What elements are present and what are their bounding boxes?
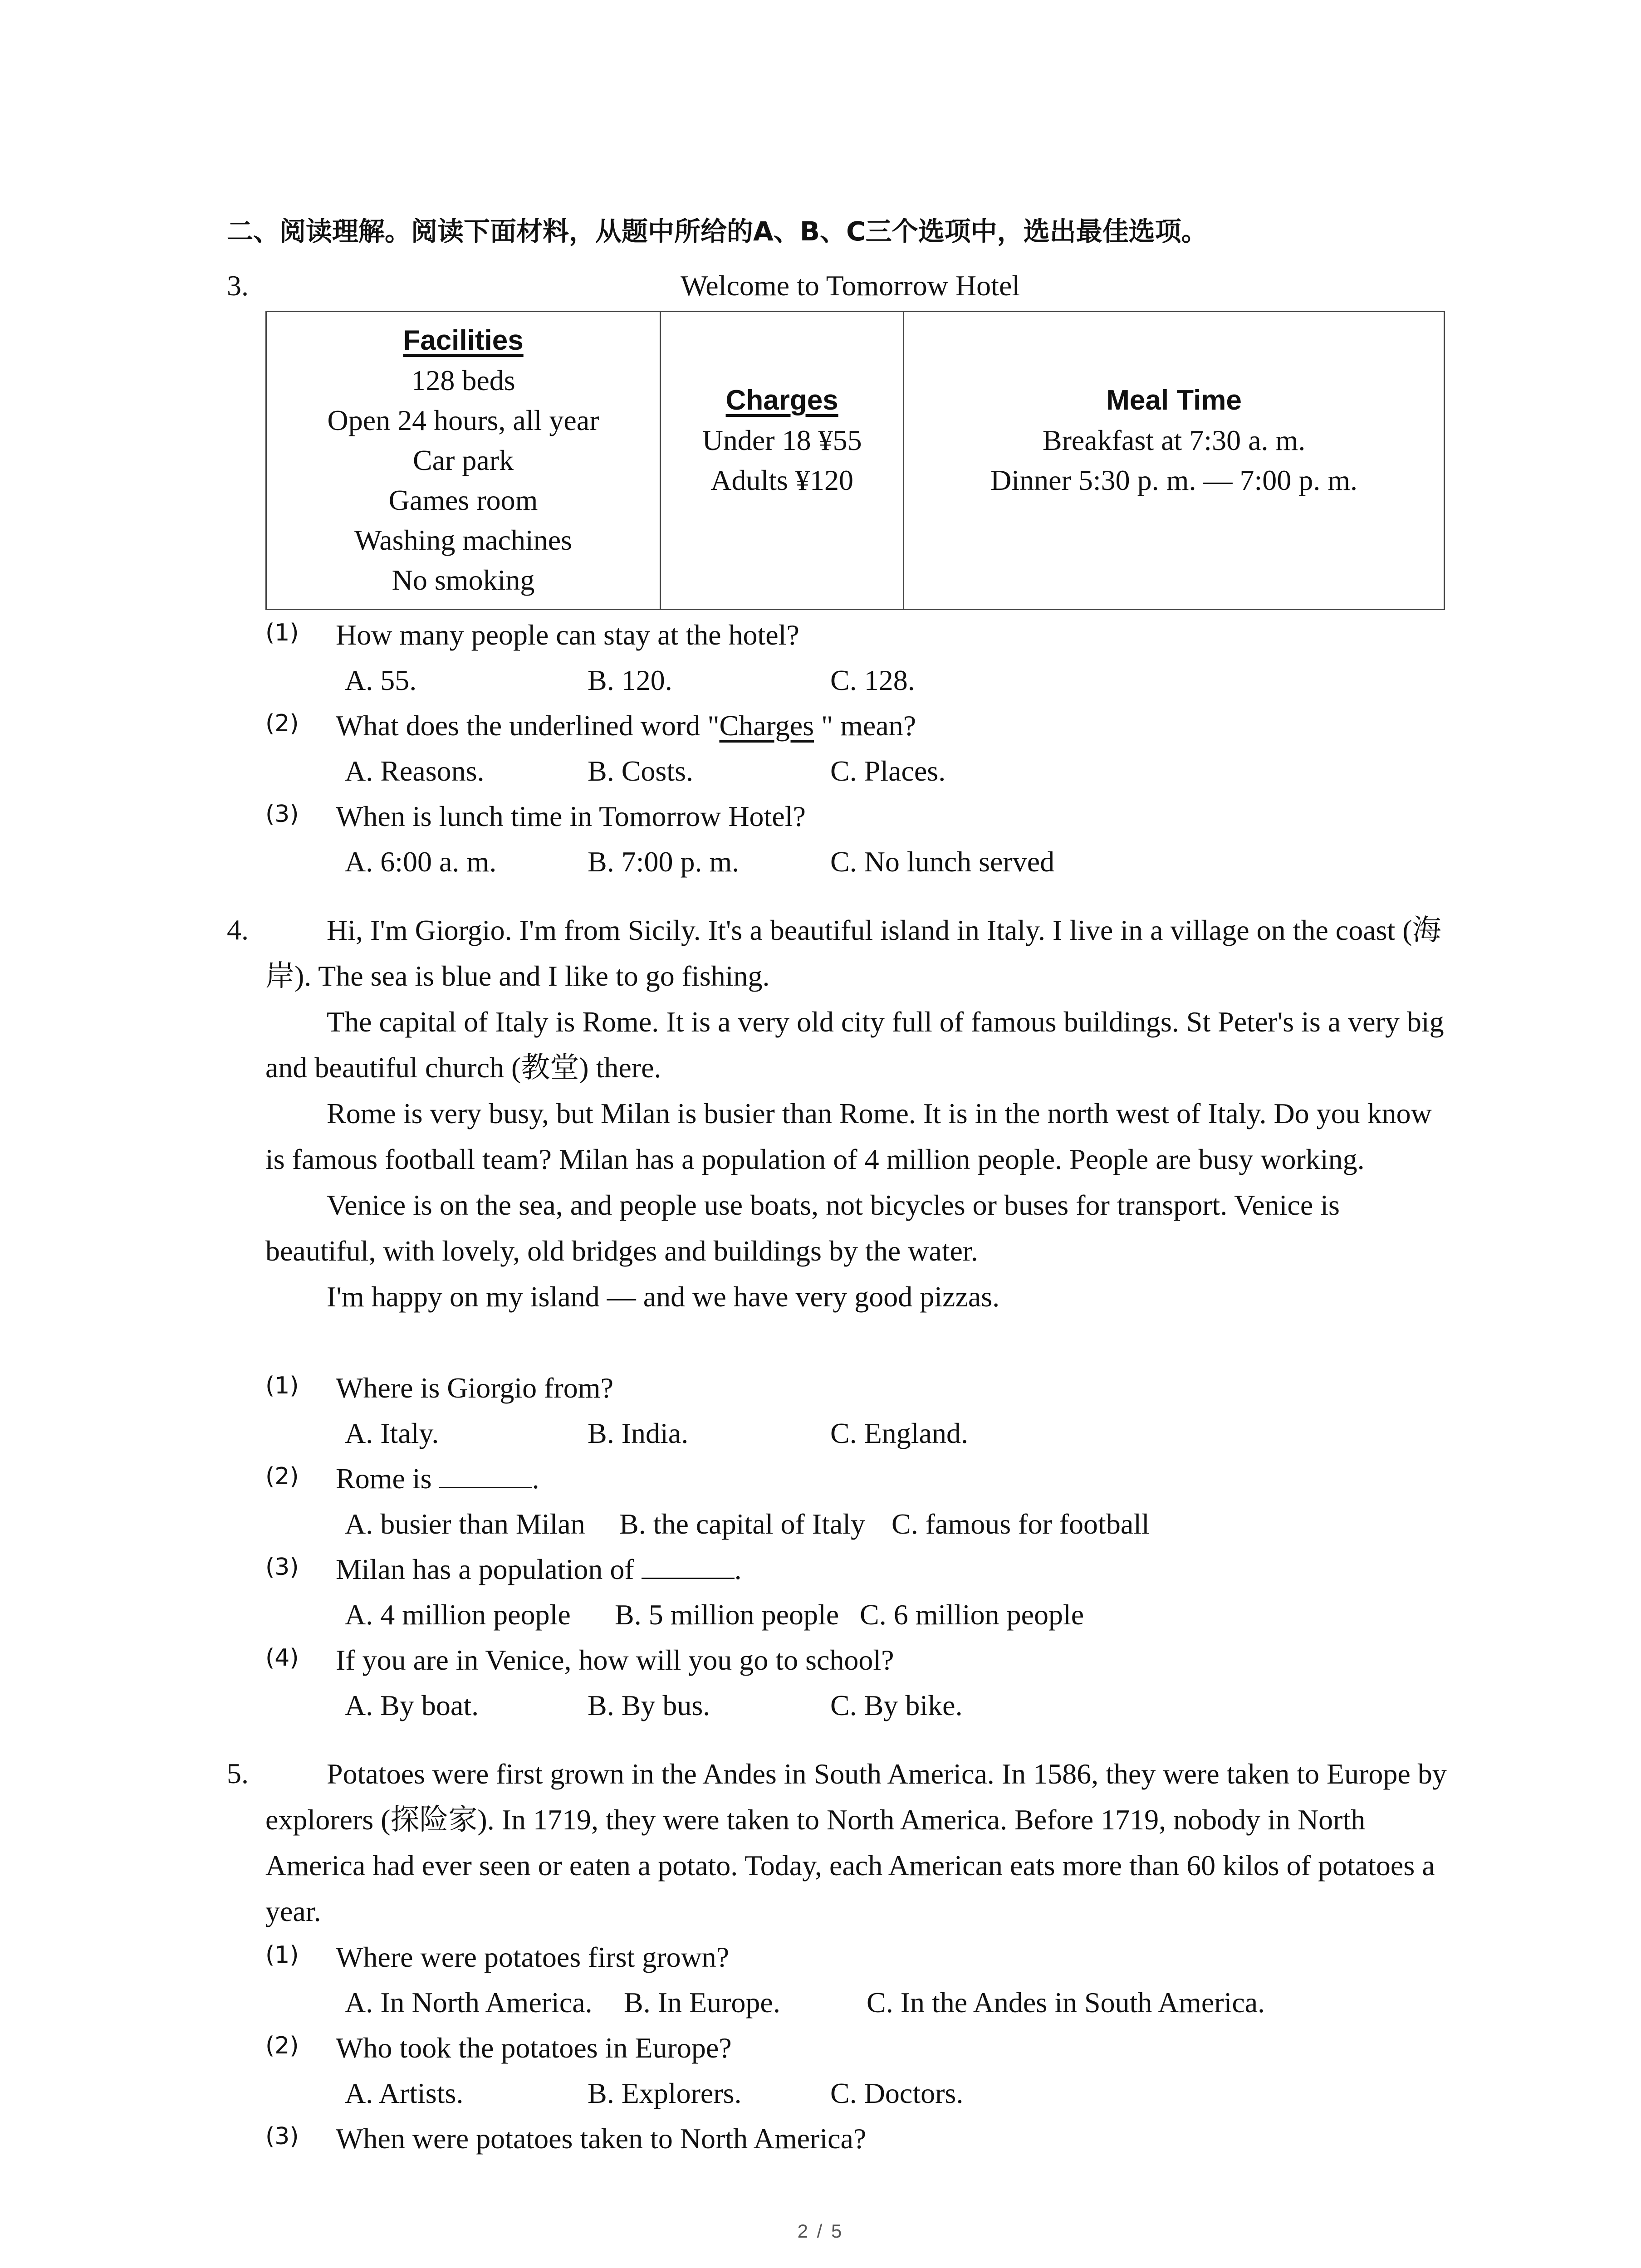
option[interactable]: B. 120.	[588, 664, 672, 696]
option[interactable]: A. Italy.	[345, 1417, 439, 1449]
facility-item: Open 24 hours, all year	[327, 404, 599, 436]
facility-item: Car park	[412, 444, 514, 476]
option[interactable]: C. England.	[830, 1417, 968, 1449]
page-number: 2 / 5	[797, 2220, 844, 2242]
facility-item: Washing machines	[354, 524, 573, 556]
option[interactable]: B. Explorers.	[588, 2077, 742, 2109]
option[interactable]: B. 7:00 p. m.	[588, 846, 740, 878]
q4-4-text: If you are in Venice, how will you go to school?	[336, 1644, 894, 1676]
q3-2-number: (2)	[265, 710, 299, 737]
option[interactable]: C. No lunch served	[830, 846, 1055, 878]
charges-heading: Charges	[725, 385, 838, 416]
charges-cell	[661, 312, 904, 610]
q5-3-text: When were potatoes taken to North America?	[336, 2122, 867, 2155]
q4-passage	[265, 907, 1454, 1320]
passage-paragraph: Venice is on the sea, and people use boats, not bicycles or buses for transport. Venice is beautiful, with lovely, old bridges and buildings by the water.	[265, 1189, 1340, 1267]
option[interactable]: C. By bike.	[830, 1689, 963, 1721]
facility-item: 128 beds	[411, 364, 515, 396]
q3-3-number: (3)	[265, 801, 299, 828]
q5-1-number: (1)	[265, 1941, 299, 1969]
q3-1-text: How many people can stay at the hotel?	[336, 619, 799, 651]
q5-3-number: (3)	[265, 2123, 299, 2150]
option[interactable]: C. famous for football	[892, 1508, 1150, 1540]
q5-1-text: Where were potatoes first grown?	[336, 1941, 730, 1973]
option[interactable]: B. By bus.	[588, 1689, 710, 1721]
facility-item: No smoking	[392, 564, 535, 596]
option[interactable]: A. Reasons.	[345, 755, 485, 787]
meal-item: Breakfast at 7:30 a. m.	[1042, 424, 1306, 456]
meal-item: Dinner 5:30 p. m. — 7:00 p. m.	[990, 464, 1357, 496]
option[interactable]: A. In North America.	[345, 1986, 593, 2019]
passage-paragraph: Potatoes were first grown in the Andes in South America. In 1586, they were taken to Europe by explorers (探险家). In 1719, they were taken to North America. Before 1719, nobody in North America had ever seen or eaten a potato. Today, each American eats more than 60 kilos of potatoes a year.	[265, 1758, 1447, 1927]
option[interactable]: A. 6:00 a. m.	[345, 846, 497, 878]
option[interactable]: C. 128.	[830, 664, 915, 696]
question-5-number: 5.	[227, 1757, 249, 1789]
option[interactable]: C. Doctors.	[830, 2077, 964, 2109]
option[interactable]: C. Places.	[830, 755, 946, 787]
q4-1-number: (1)	[265, 1372, 299, 1399]
facilities-heading: Facilities	[403, 325, 524, 356]
q5-passage	[265, 1751, 1454, 1934]
q4-3-number: (3)	[265, 1554, 299, 1581]
q4-3-text: Milan has a population of .	[336, 1553, 742, 1585]
option[interactable]: B. 5 million people	[615, 1598, 839, 1631]
section-heading: 二、阅读理解。阅读下面材料，从题中所给的A、B、C三个选项中，选出最佳选项。	[227, 216, 1208, 247]
passage-paragraph: Hi, I'm Giorgio. I'm from Sicily. It's a beautiful island in Italy. I live in a village on the coast (海岸). The sea is blue and I like to go fishing.	[265, 914, 1441, 992]
hotel-info-table	[265, 311, 1445, 610]
q5-2-text: Who took the potatoes in Europe?	[336, 2032, 732, 2064]
charge-item: Under 18 ¥55	[702, 424, 862, 456]
question-3-number: 3.	[227, 269, 249, 302]
option[interactable]: A. By boat.	[345, 1689, 479, 1721]
facility-item: Games room	[388, 484, 538, 516]
question-4-number: 4.	[227, 914, 249, 946]
answer-blank[interactable]	[642, 1552, 735, 1579]
q4-2-text: Rome is .	[336, 1462, 539, 1495]
q4-4-number: (4)	[265, 1644, 299, 1672]
meal-time-heading: Meal Time	[1106, 385, 1242, 416]
q5-2-number: (2)	[265, 2032, 299, 2059]
option[interactable]: A. busier than Milan	[345, 1508, 585, 1540]
passage-paragraph: Rome is very busy, but Milan is busier than Rome. It is in the north west of Italy. Do you know is famous football team? Milan has a population of 4 million people. People are busy working.	[265, 1097, 1432, 1175]
q4-2-number: (2)	[265, 1463, 299, 1490]
q3-3-text: When is lunch time in Tomorrow Hotel?	[336, 800, 806, 832]
q3-2-text: What does the underlined word "Charges " mean?	[336, 709, 916, 742]
hotel-title: Welcome to Tomorrow Hotel	[681, 269, 1020, 302]
passage-paragraph: I'm happy on my island — and we have very good pizzas.	[327, 1281, 1000, 1313]
facilities-cell	[266, 312, 661, 610]
q4-1-text: Where is Giorgio from?	[336, 1372, 613, 1404]
option[interactable]: C. 6 million people	[860, 1598, 1084, 1631]
passage-paragraph: The capital of Italy is Rome. It is a very old city full of famous buildings. St Peter's is a very big and beautiful church (教堂) there.	[265, 1006, 1444, 1084]
option[interactable]: B. India.	[588, 1417, 689, 1449]
underlined-word: Charges	[719, 709, 814, 742]
option[interactable]: B. the capital of Italy	[619, 1508, 866, 1540]
option[interactable]: C. In the Andes in South America.	[867, 1986, 1265, 2019]
q3-1-number: (1)	[265, 619, 299, 646]
charge-item: Adults ¥120	[710, 464, 853, 496]
option[interactable]: B. In Europe.	[624, 1986, 780, 2019]
answer-blank[interactable]	[439, 1461, 532, 1488]
option[interactable]: A. Artists.	[345, 2077, 464, 2109]
option[interactable]: A. 55.	[345, 664, 417, 696]
option[interactable]: A. 4 million people	[345, 1598, 571, 1631]
meal-time-cell	[904, 312, 1445, 610]
option[interactable]: B. Costs.	[588, 755, 693, 787]
